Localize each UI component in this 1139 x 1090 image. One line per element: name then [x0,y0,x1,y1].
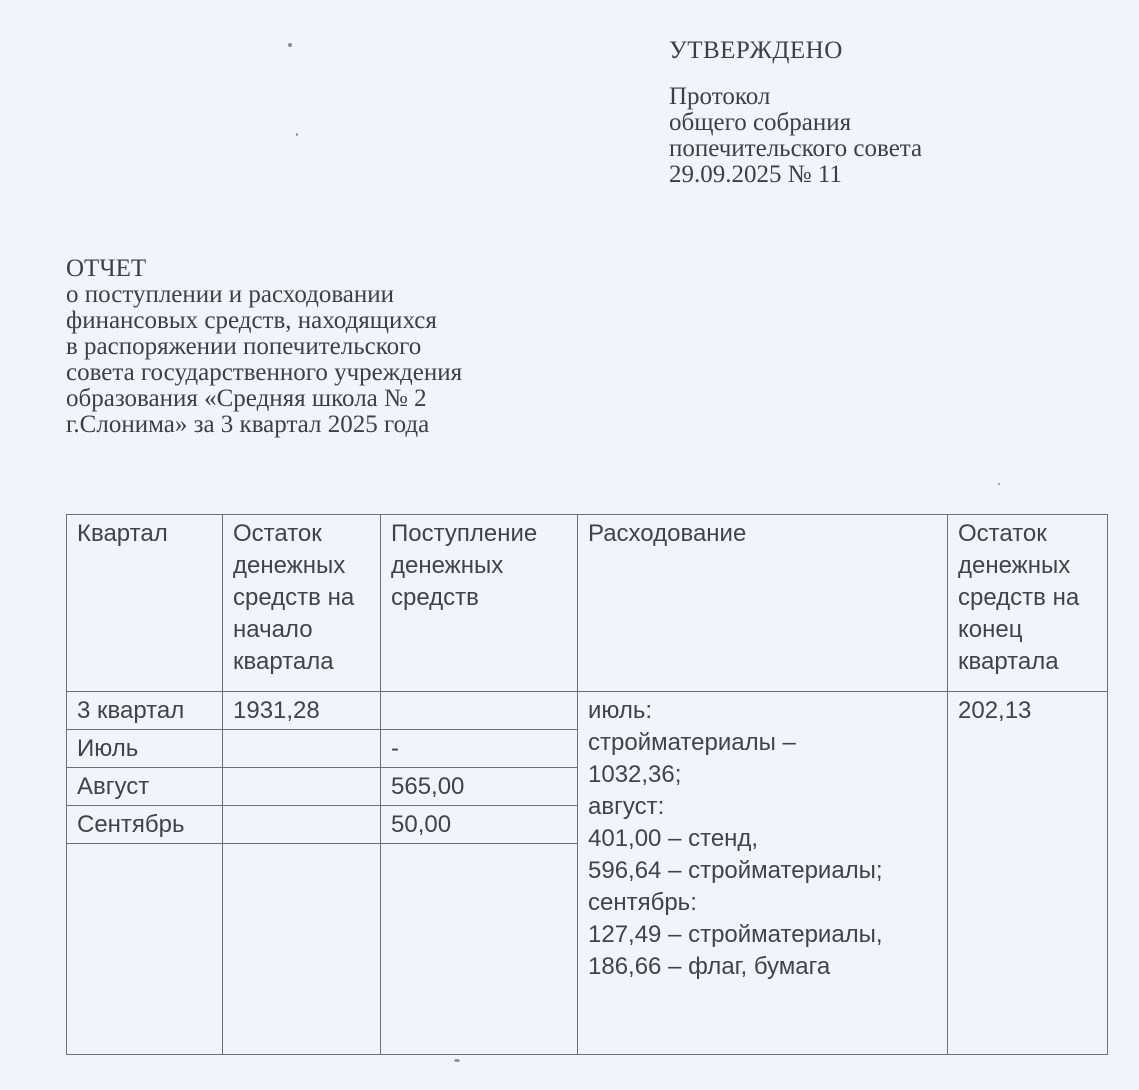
cell-income: 565,00 [381,768,578,806]
header-expenses: Расходование [578,515,948,692]
paper-speck [454,1059,460,1062]
header-end-balance: Остаток денежных средств на конец квартала [948,515,1108,692]
cell-period: Июль [67,730,223,768]
cell-start-balance [223,806,381,844]
cell-period: 3 квартал [67,692,223,730]
cell-income [381,692,578,730]
report-title-line: о поступлении и расходовании [66,281,395,308]
expense-line: 127,49 – стройматериалы, [588,921,883,948]
expense-line: 401,00 – стенд, [588,825,759,852]
paper-speck [296,133,298,136]
cell-income: - [381,730,578,768]
paper-speck [288,43,292,47]
expense-line: август: [588,793,665,820]
cell-period: Август [67,768,223,806]
cell-empty [67,844,223,1055]
report-title-line: совета государственного учреждения [66,359,463,386]
header-income: Поступление денежных средств [381,515,578,692]
paper-speck [998,483,1000,485]
approval-date-number: 29.09.2025 № 11 [669,161,842,188]
expense-line: сентябрь: [588,889,697,916]
header-start-balance: Остаток денежных средств на начало квартала [223,515,381,692]
cell-start-balance: 1931,28 [223,692,381,730]
report-heading: ОТЧЕТ [66,255,147,282]
report-title-line: в распоряжении попечительского [66,333,422,360]
expense-line: 186,66 – флаг, бумага [588,953,831,980]
header-quarter: Квартал [67,515,223,692]
finance-report-table [66,514,1108,1055]
cell-start-balance [223,730,381,768]
report-title-line: г.Слонима» за 3 квартал 2025 года [66,411,430,438]
approval-heading: УТВЕРЖДЕНО [669,37,843,64]
cell-expenses [578,692,948,1055]
table-header-row [67,515,1108,692]
cell-end-balance: 202,13 [948,692,1108,1055]
cell-income: 50,00 [381,806,578,844]
report-title-block [66,256,462,438]
expense-line: 596,64 – стройматериалы; [588,857,883,884]
report-title-line: финансовых средств, находящихся [66,307,437,334]
cell-start-balance [223,768,381,806]
approval-line: попечительского совета [669,135,923,162]
cell-empty [223,844,381,1055]
expense-line: июль: [588,697,653,724]
table-row [67,692,1108,730]
expense-line: стройматериалы – [588,729,796,756]
report-title-line: образования «Средняя школа № 2 [66,385,427,412]
cell-empty [381,844,578,1055]
approval-line: общего собрания [669,109,852,136]
approval-line: Протокол [669,83,771,110]
cell-period: Сентябрь [67,806,223,844]
expense-line: 1032,36; [588,761,682,788]
approval-block [669,38,922,188]
